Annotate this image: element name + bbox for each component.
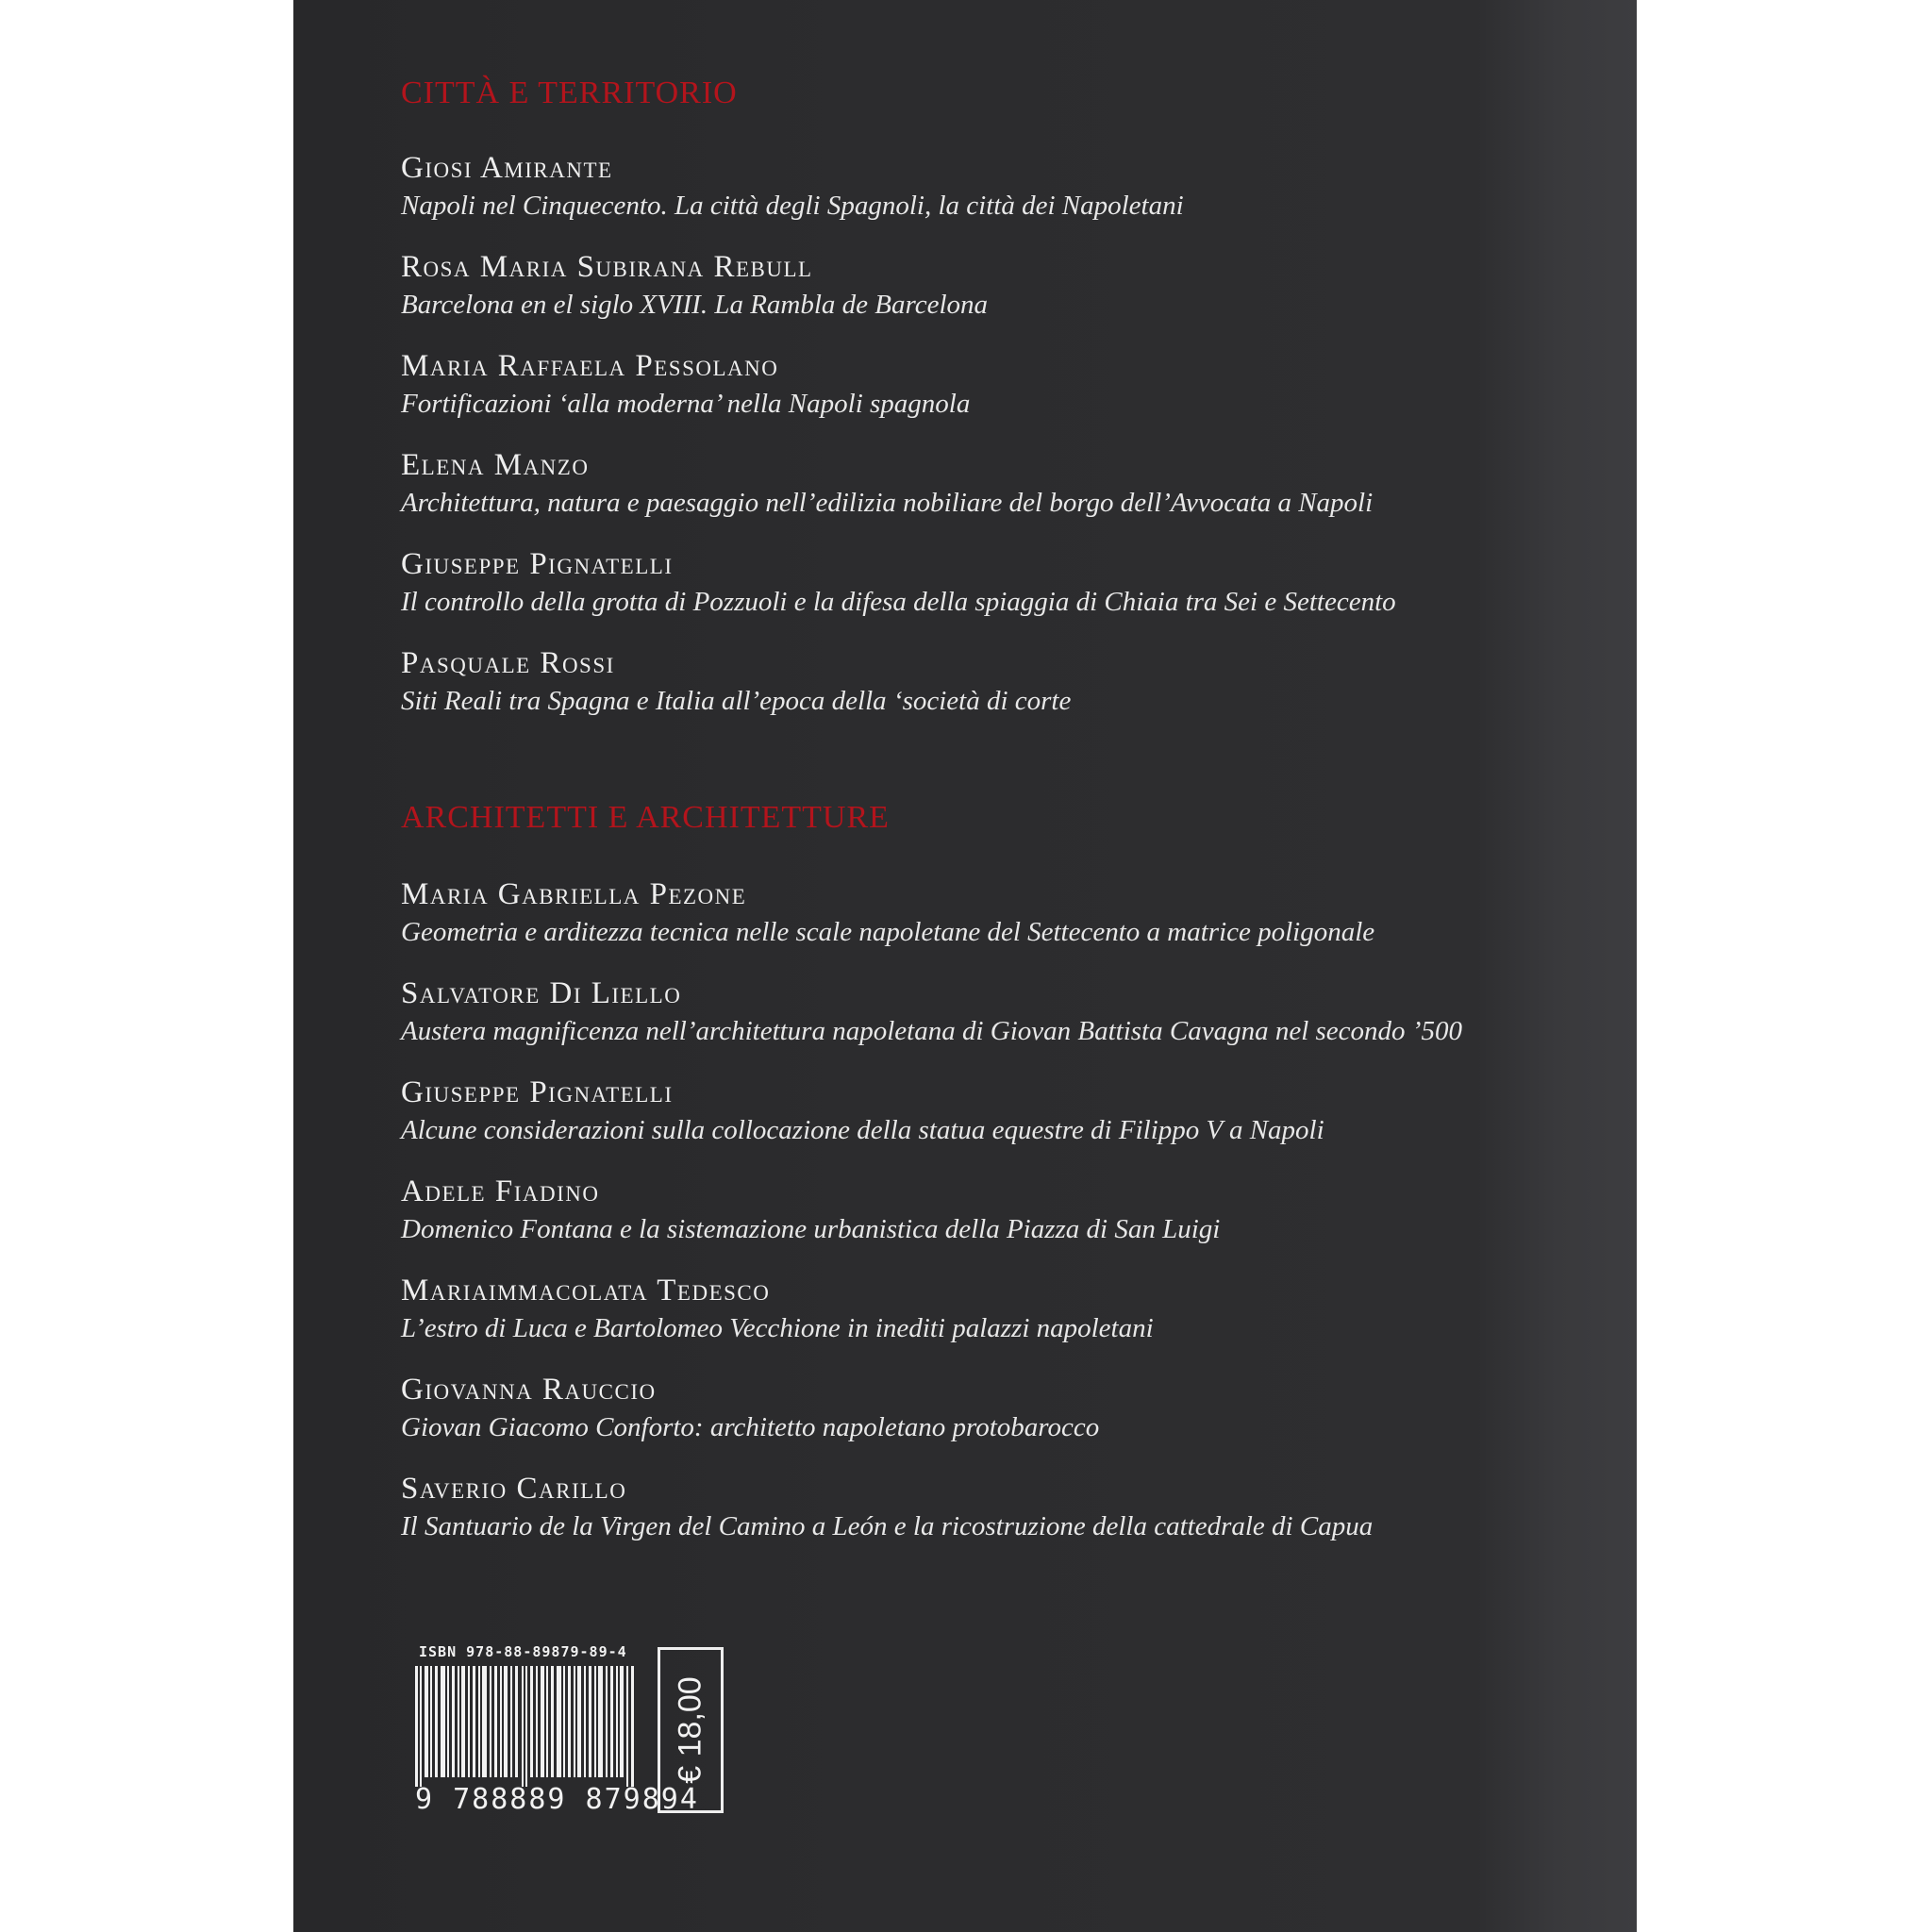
entry-title: Architettura, natura e paesaggio nell’edilizia nobiliare del borgo dell’Avvocata a Napoli xyxy=(401,488,1374,518)
entry-author: Maria Gabriella Pezone xyxy=(401,877,747,911)
entry-author: Giuseppe Pignatelli xyxy=(401,547,674,581)
entry-author: Rosa Maria Subirana Rebull xyxy=(401,250,813,284)
toc-entry xyxy=(401,151,1184,223)
entry-author: Giuseppe Pignatelli xyxy=(401,1075,674,1109)
toc-entry xyxy=(401,250,988,322)
entry-title: Siti Reali tra Spagna e Italia all’epoca della ‘società di corte xyxy=(401,686,1072,716)
entry-author: Saverio Carillo xyxy=(401,1472,627,1506)
section-title-citta-territorio: CITTÀ E TERRITORIO xyxy=(401,75,738,110)
entry-title: Geometria e arditezza tecnica nelle scale napoletane del Settecento a matrice poligonale xyxy=(401,917,1375,947)
toc-entry xyxy=(401,976,1462,1048)
entry-title: Il Santuario de la Virgen del Camino a León e la ricostruzione della cattedrale di Capua xyxy=(401,1511,1374,1541)
entry-title: Fortificazioni ‘alla moderna’ nella Napoli spagnola xyxy=(401,389,971,419)
entry-title: Domenico Fontana e la sistemazione urbanistica della Piazza di San Luigi xyxy=(401,1214,1221,1244)
toc-entry xyxy=(401,1075,1324,1147)
price-box xyxy=(658,1647,724,1813)
entry-title: Il controllo della grotta di Pozzuoli e la difesa della spiaggia di Chiaia tra Sei e Settecento xyxy=(401,587,1396,617)
barcode-icon xyxy=(415,1666,638,1787)
entry-author: Mariaimmacolata Tedesco xyxy=(401,1274,771,1307)
toc-entry xyxy=(401,448,1373,520)
entry-author: Elena Manzo xyxy=(401,448,590,482)
entry-author: Salvatore Di Liello xyxy=(401,976,682,1010)
entry-author: Maria Raffaela Pessolano xyxy=(401,349,779,383)
toc-entry xyxy=(401,1373,1099,1444)
entry-author: Adele Fiadino xyxy=(401,1174,600,1208)
toc-entry xyxy=(401,1472,1373,1543)
book-back-cover xyxy=(293,0,1637,1932)
entry-author: Giosi Amirante xyxy=(401,151,613,185)
entry-title: Alcune considerazioni sulla collocazione della statua equestre di Filippo V a Napoli xyxy=(401,1115,1324,1145)
toc-entry xyxy=(401,547,1396,619)
toc-entry xyxy=(401,1174,1220,1246)
entry-author: Pasquale Rossi xyxy=(401,646,615,680)
toc-entry xyxy=(401,1274,1154,1345)
toc-entry xyxy=(401,646,1071,718)
entry-title: Barcelona en el siglo XVIII. La Rambla de Barcelona xyxy=(401,290,989,320)
section-title-architetti-architetture: ARCHITETTI E ARCHITETTURE xyxy=(401,800,890,835)
entry-title: Napoli nel Cinquecento. La città degli Spagnoli, la città dei Napoletani xyxy=(401,191,1184,221)
entry-title: Austera magnificenza nell’architettura napoletana di Giovan Battista Cavagna nel secondo ’500 xyxy=(401,1016,1462,1046)
entry-title: Giovan Giacomo Conforto: architetto napoletano protobarocco xyxy=(401,1412,1100,1442)
price-label: € 18,00 xyxy=(672,1676,708,1784)
toc-entry xyxy=(401,877,1374,949)
entry-author: Giovanna Rauccio xyxy=(401,1373,657,1407)
barcode-number: 9 788889 879894 xyxy=(415,1783,699,1816)
entry-title: L’estro di Luca e Bartolomeo Vecchione in inediti palazzi napoletani xyxy=(401,1313,1154,1343)
isbn-label: ISBN 978-88-89879-89-4 xyxy=(419,1643,627,1660)
toc-entry xyxy=(401,349,970,421)
